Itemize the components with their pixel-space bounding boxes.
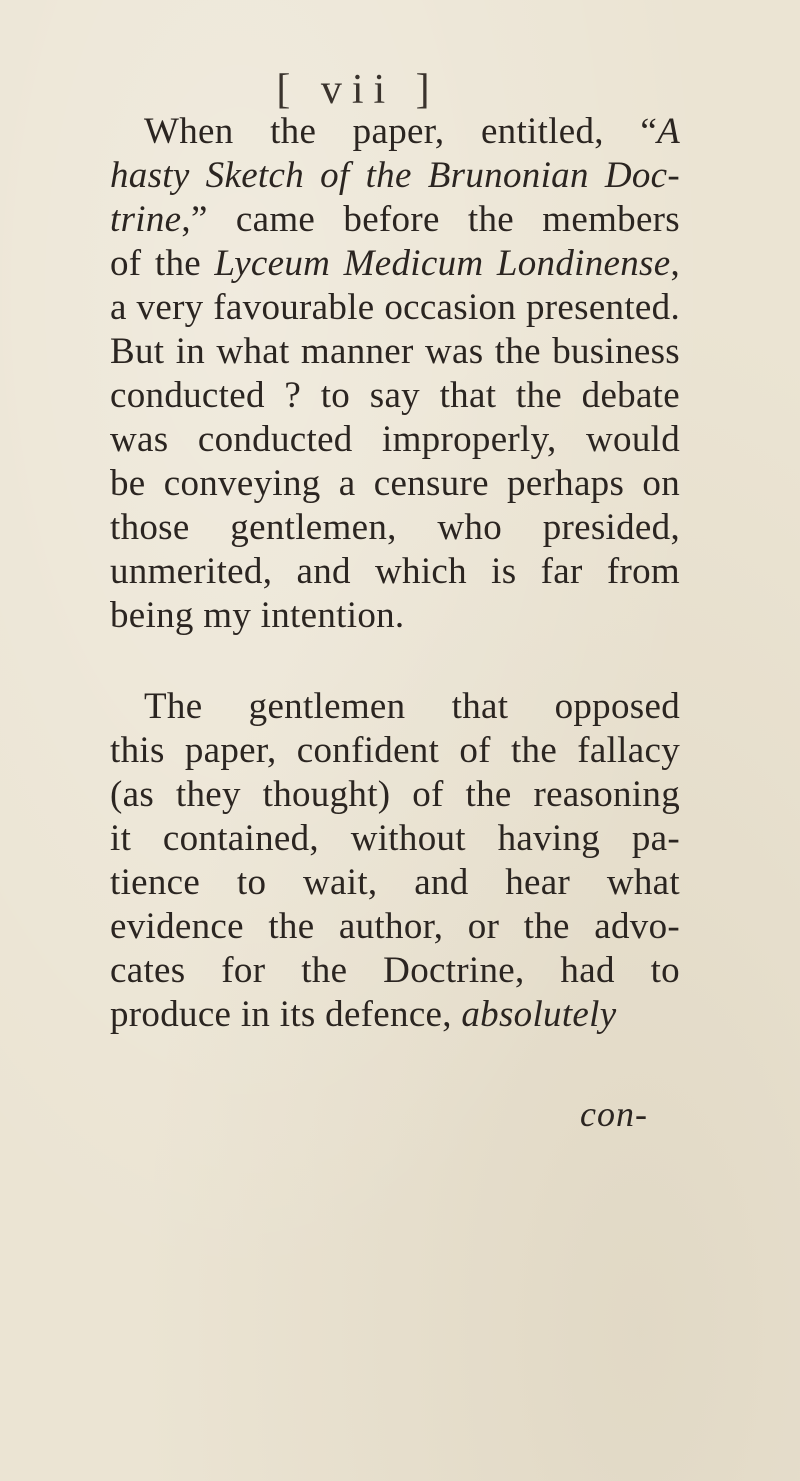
text-segment: those gentlemen, who presided,: [110, 507, 680, 548]
text-line: [110, 861, 680, 905]
text-segment: ,: [670, 243, 681, 284]
text-line: [110, 110, 680, 154]
text-line: [110, 949, 680, 993]
text-segment: ,” came before the members: [181, 199, 680, 240]
text-line: [110, 462, 680, 506]
text-line: [110, 198, 680, 242]
italic-segment: absolutely: [461, 994, 617, 1035]
text-line: [110, 685, 680, 729]
text-segment: being my intention.: [110, 595, 405, 636]
text-segment: (as they thought) of the reasoning: [110, 774, 680, 815]
text-line: [110, 817, 680, 861]
text-line: [110, 729, 680, 773]
text-segment: When the paper, entitled, “: [144, 111, 658, 152]
italic-segment: A: [657, 111, 680, 152]
italic-segment: hasty Sketch of the Brunonian Doc-: [110, 155, 680, 196]
text-segment: this paper, confident of the fallacy: [110, 730, 680, 771]
text-segment: was conducted improperly, would: [110, 419, 680, 460]
text-line: [110, 550, 680, 594]
text-segment: a very favourable occasion presented.: [110, 287, 680, 328]
text-line: [110, 773, 680, 817]
text-segment: But in what manner was the business: [110, 331, 680, 372]
text-segment: be conveying a censure perhaps on: [110, 463, 680, 504]
catchword: con-: [580, 1094, 648, 1134]
paragraph-2: [110, 685, 680, 1037]
text-line: [110, 993, 680, 1037]
text-segment: evidence the author, or the advo-: [110, 906, 680, 947]
text-line: [110, 418, 680, 462]
text-segment: cates for the Doctrine, had to: [110, 950, 680, 991]
text-segment: produce in its defence,: [110, 994, 462, 1035]
text-segment: conducted ? to say that the debate: [110, 375, 680, 416]
paragraph-1: [110, 110, 680, 638]
italic-segment: Lyceum Medicum Londinense: [214, 243, 671, 284]
text-line: [110, 286, 680, 330]
text-line: [110, 506, 680, 550]
text-segment: tience to wait, and hear what: [110, 862, 680, 903]
italic-segment: trine: [110, 199, 182, 240]
page-number-header: [ vii ]: [276, 67, 440, 113]
text-segment: The gentlemen that opposed: [144, 686, 680, 727]
text-segment: it contained, without having pa-: [110, 818, 680, 859]
text-line: [110, 905, 680, 949]
text-line: [110, 594, 680, 638]
text-segment: unmerited, and which is far from: [110, 551, 680, 592]
text-line: [110, 242, 680, 286]
text-line: [110, 374, 680, 418]
text-segment: of the: [110, 243, 215, 284]
text-line: [110, 330, 680, 374]
text-line: [110, 154, 680, 198]
